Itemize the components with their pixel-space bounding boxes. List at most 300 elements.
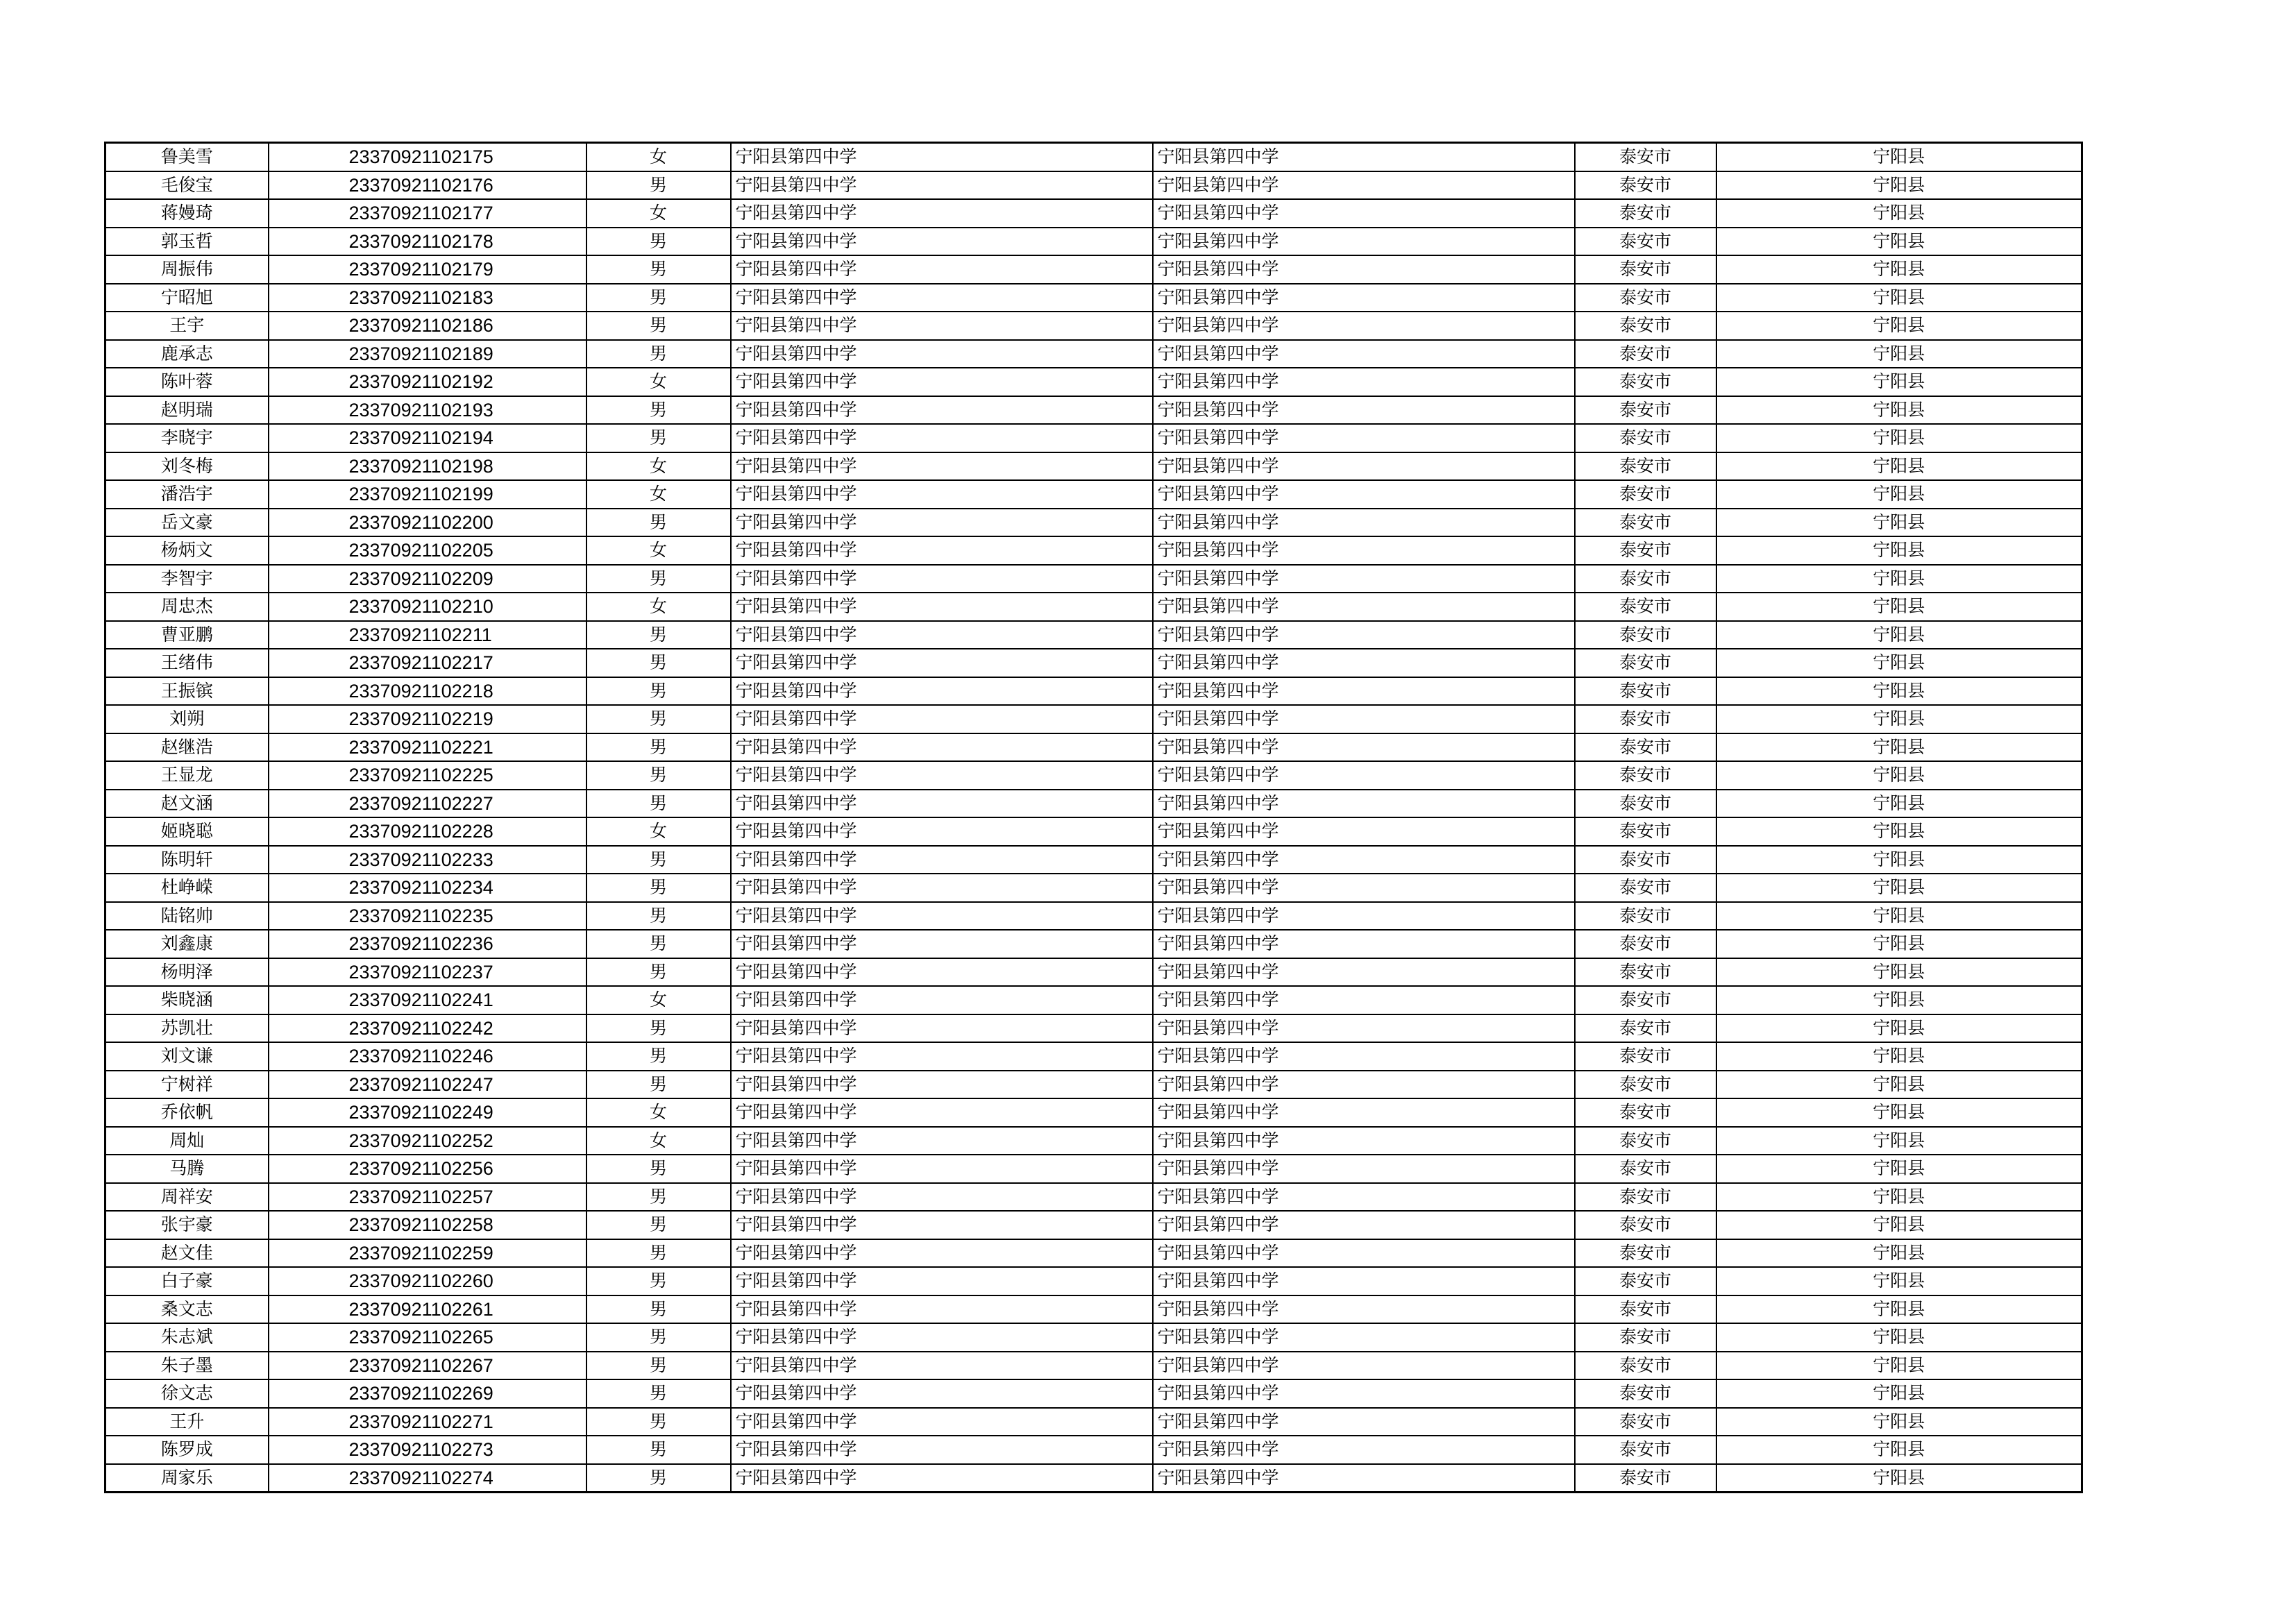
- gender-cell: 男: [586, 1042, 731, 1071]
- table-row: [105, 1408, 2082, 1436]
- city-cell: 泰安市: [1575, 1155, 1716, 1183]
- city-cell: 泰安市: [1575, 761, 1716, 790]
- city-cell: 泰安市: [1575, 817, 1716, 846]
- school-cell: 宁阳县第四中学: [731, 902, 1153, 931]
- gender-cell: 男: [586, 396, 731, 425]
- city-cell: 泰安市: [1575, 874, 1716, 902]
- exam-id-cell: 23370921102257: [269, 1183, 586, 1212]
- city-cell: 泰安市: [1575, 930, 1716, 958]
- county-cell: 宁阳县: [1716, 1239, 2082, 1268]
- county-cell: 宁阳县: [1716, 930, 2082, 958]
- gender-cell: 男: [586, 565, 731, 593]
- school-cell: 宁阳县第四中学: [1153, 480, 1575, 509]
- city-cell: 泰安市: [1575, 649, 1716, 677]
- school-cell: 宁阳县第四中学: [1153, 340, 1575, 368]
- exam-id-cell: 23370921102235: [269, 902, 586, 931]
- exam-id-cell: 23370921102236: [269, 930, 586, 958]
- student-name-cell: 李晓宇: [105, 424, 269, 452]
- table-row: [105, 424, 2082, 452]
- county-cell: 宁阳县: [1716, 452, 2082, 481]
- school-cell: 宁阳县第四中学: [731, 452, 1153, 481]
- school-cell: 宁阳县第四中学: [1153, 536, 1575, 565]
- exam-id-cell: 23370921102267: [269, 1352, 586, 1380]
- gender-cell: 男: [586, 1183, 731, 1212]
- exam-id-cell: 23370921102265: [269, 1323, 586, 1352]
- student-name-cell: 白子豪: [105, 1267, 269, 1295]
- school-cell: 宁阳县第四中学: [731, 396, 1153, 425]
- city-cell: 泰安市: [1575, 902, 1716, 931]
- gender-cell: 男: [586, 846, 731, 874]
- exam-id-cell: 23370921102273: [269, 1436, 586, 1464]
- school-cell: 宁阳县第四中学: [1153, 1098, 1575, 1127]
- county-cell: 宁阳县: [1716, 593, 2082, 621]
- school-cell: 宁阳县第四中学: [731, 705, 1153, 733]
- school-cell: 宁阳县第四中学: [1153, 396, 1575, 425]
- school-cell: 宁阳县第四中学: [1153, 958, 1575, 987]
- school-cell: 宁阳县第四中学: [1153, 790, 1575, 818]
- student-name-cell: 刘鑫康: [105, 930, 269, 958]
- table-row: [105, 1211, 2082, 1239]
- school-cell: 宁阳县第四中学: [1153, 817, 1575, 846]
- student-name-cell: 王显龙: [105, 761, 269, 790]
- exam-id-cell: 23370921102209: [269, 565, 586, 593]
- city-cell: 泰安市: [1575, 424, 1716, 452]
- table-row: [105, 1155, 2082, 1183]
- city-cell: 泰安市: [1575, 733, 1716, 762]
- student-name-cell: 柴晓涵: [105, 986, 269, 1014]
- gender-cell: 男: [586, 228, 731, 256]
- city-cell: 泰安市: [1575, 509, 1716, 537]
- exam-id-cell: 23370921102205: [269, 536, 586, 565]
- city-cell: 泰安市: [1575, 480, 1716, 509]
- student-name-cell: 鲁美雪: [105, 143, 269, 171]
- student-name-cell: 周祥安: [105, 1183, 269, 1212]
- school-cell: 宁阳县第四中学: [1153, 1155, 1575, 1183]
- table-row: [105, 874, 2082, 902]
- city-cell: 泰安市: [1575, 593, 1716, 621]
- county-cell: 宁阳县: [1716, 284, 2082, 312]
- exam-id-cell: 23370921102179: [269, 255, 586, 284]
- school-cell: 宁阳县第四中学: [1153, 143, 1575, 171]
- city-cell: 泰安市: [1575, 705, 1716, 733]
- gender-cell: 男: [586, 171, 731, 200]
- county-cell: 宁阳县: [1716, 1464, 2082, 1493]
- school-cell: 宁阳县第四中学: [731, 536, 1153, 565]
- city-cell: 泰安市: [1575, 1352, 1716, 1380]
- student-name-cell: 陈罗成: [105, 1436, 269, 1464]
- gender-cell: 女: [586, 986, 731, 1014]
- school-cell: 宁阳县第四中学: [731, 424, 1153, 452]
- county-cell: 宁阳县: [1716, 340, 2082, 368]
- school-cell: 宁阳县第四中学: [1153, 1436, 1575, 1464]
- gender-cell: 女: [586, 368, 731, 396]
- table-row: [105, 255, 2082, 284]
- exam-id-cell: 23370921102211: [269, 621, 586, 649]
- county-cell: 宁阳县: [1716, 143, 2082, 171]
- exam-id-cell: 23370921102256: [269, 1155, 586, 1183]
- gender-cell: 男: [586, 1436, 731, 1464]
- exam-id-cell: 23370921102261: [269, 1295, 586, 1324]
- city-cell: 泰安市: [1575, 986, 1716, 1014]
- school-cell: 宁阳县第四中学: [731, 761, 1153, 790]
- table-row: [105, 228, 2082, 256]
- student-name-cell: 刘冬梅: [105, 452, 269, 481]
- student-name-cell: 曹亚鹏: [105, 621, 269, 649]
- school-cell: 宁阳县第四中学: [1153, 1408, 1575, 1436]
- county-cell: 宁阳县: [1716, 874, 2082, 902]
- table-row: [105, 565, 2082, 593]
- school-cell: 宁阳县第四中学: [731, 312, 1153, 340]
- table-row: [105, 312, 2082, 340]
- city-cell: 泰安市: [1575, 1408, 1716, 1436]
- student-roster-table: [104, 142, 2083, 1493]
- student-name-cell: 宁树祥: [105, 1071, 269, 1099]
- school-cell: 宁阳县第四中学: [731, 1408, 1153, 1436]
- table-row: [105, 1183, 2082, 1212]
- school-cell: 宁阳县第四中学: [1153, 930, 1575, 958]
- county-cell: 宁阳县: [1716, 1014, 2082, 1043]
- county-cell: 宁阳县: [1716, 705, 2082, 733]
- student-name-cell: 赵文佳: [105, 1239, 269, 1268]
- school-cell: 宁阳县第四中学: [731, 1211, 1153, 1239]
- gender-cell: 男: [586, 1352, 731, 1380]
- county-cell: 宁阳县: [1716, 649, 2082, 677]
- table-row: [105, 536, 2082, 565]
- exam-id-cell: 23370921102210: [269, 593, 586, 621]
- city-cell: 泰安市: [1575, 340, 1716, 368]
- school-cell: 宁阳县第四中学: [1153, 1014, 1575, 1043]
- school-cell: 宁阳县第四中学: [1153, 452, 1575, 481]
- school-cell: 宁阳县第四中学: [731, 593, 1153, 621]
- school-cell: 宁阳县第四中学: [731, 284, 1153, 312]
- city-cell: 泰安市: [1575, 1464, 1716, 1493]
- county-cell: 宁阳县: [1716, 1098, 2082, 1127]
- city-cell: 泰安市: [1575, 677, 1716, 706]
- city-cell: 泰安市: [1575, 1127, 1716, 1155]
- exam-id-cell: 23370921102234: [269, 874, 586, 902]
- school-cell: 宁阳县第四中学: [731, 1323, 1153, 1352]
- county-cell: 宁阳县: [1716, 1071, 2082, 1099]
- school-cell: 宁阳县第四中学: [731, 986, 1153, 1014]
- exam-id-cell: 23370921102218: [269, 677, 586, 706]
- gender-cell: 男: [586, 621, 731, 649]
- city-cell: 泰安市: [1575, 1211, 1716, 1239]
- gender-cell: 男: [586, 1155, 731, 1183]
- student-name-cell: 周忠杰: [105, 593, 269, 621]
- table-row: [105, 452, 2082, 481]
- school-cell: 宁阳县第四中学: [731, 846, 1153, 874]
- school-cell: 宁阳县第四中学: [731, 1267, 1153, 1295]
- school-cell: 宁阳县第四中学: [1153, 1379, 1575, 1408]
- gender-cell: 男: [586, 761, 731, 790]
- gender-cell: 女: [586, 1098, 731, 1127]
- table-row: [105, 284, 2082, 312]
- city-cell: 泰安市: [1575, 1042, 1716, 1071]
- school-cell: 宁阳县第四中学: [1153, 986, 1575, 1014]
- student-name-cell: 赵文涵: [105, 790, 269, 818]
- county-cell: 宁阳县: [1716, 1436, 2082, 1464]
- city-cell: 泰安市: [1575, 1436, 1716, 1464]
- student-name-cell: 朱子墨: [105, 1352, 269, 1380]
- exam-id-cell: 23370921102237: [269, 958, 586, 987]
- county-cell: 宁阳县: [1716, 312, 2082, 340]
- school-cell: 宁阳县第四中学: [731, 1071, 1153, 1099]
- exam-id-cell: 23370921102260: [269, 1267, 586, 1295]
- table-row: [105, 1127, 2082, 1155]
- school-cell: 宁阳县第四中学: [1153, 284, 1575, 312]
- school-cell: 宁阳县第四中学: [731, 1014, 1153, 1043]
- exam-id-cell: 23370921102228: [269, 817, 586, 846]
- exam-id-cell: 23370921102252: [269, 1127, 586, 1155]
- gender-cell: 女: [586, 1127, 731, 1155]
- exam-id-cell: 23370921102259: [269, 1239, 586, 1268]
- school-cell: 宁阳县第四中学: [1153, 1239, 1575, 1268]
- student-name-cell: 周振伟: [105, 255, 269, 284]
- school-cell: 宁阳县第四中学: [1153, 424, 1575, 452]
- city-cell: 泰安市: [1575, 396, 1716, 425]
- exam-id-cell: 23370921102274: [269, 1464, 586, 1493]
- school-cell: 宁阳县第四中学: [1153, 1352, 1575, 1380]
- student-name-cell: 陆铭帅: [105, 902, 269, 931]
- county-cell: 宁阳县: [1716, 199, 2082, 228]
- student-name-cell: 赵继浩: [105, 733, 269, 762]
- county-cell: 宁阳县: [1716, 480, 2082, 509]
- gender-cell: 男: [586, 424, 731, 452]
- student-name-cell: 杨明泽: [105, 958, 269, 987]
- county-cell: 宁阳县: [1716, 958, 2082, 987]
- table-row: [105, 171, 2082, 200]
- school-cell: 宁阳县第四中学: [1153, 199, 1575, 228]
- student-name-cell: 姬晓聪: [105, 817, 269, 846]
- gender-cell: 男: [586, 509, 731, 537]
- county-cell: 宁阳县: [1716, 368, 2082, 396]
- school-cell: 宁阳县第四中学: [731, 255, 1153, 284]
- city-cell: 泰安市: [1575, 1323, 1716, 1352]
- county-cell: 宁阳县: [1716, 509, 2082, 537]
- school-cell: 宁阳县第四中学: [731, 1098, 1153, 1127]
- student-name-cell: 宁昭旭: [105, 284, 269, 312]
- city-cell: 泰安市: [1575, 565, 1716, 593]
- school-cell: 宁阳县第四中学: [731, 1042, 1153, 1071]
- county-cell: 宁阳县: [1716, 733, 2082, 762]
- student-name-cell: 徐文志: [105, 1379, 269, 1408]
- county-cell: 宁阳县: [1716, 1323, 2082, 1352]
- table-row: [105, 817, 2082, 846]
- table-row: [105, 761, 2082, 790]
- city-cell: 泰安市: [1575, 143, 1716, 171]
- exam-id-cell: 23370921102233: [269, 846, 586, 874]
- school-cell: 宁阳县第四中学: [731, 1155, 1153, 1183]
- student-name-cell: 苏凯壮: [105, 1014, 269, 1043]
- city-cell: 泰安市: [1575, 228, 1716, 256]
- student-name-cell: 朱志斌: [105, 1323, 269, 1352]
- county-cell: 宁阳县: [1716, 396, 2082, 425]
- student-name-cell: 鹿承志: [105, 340, 269, 368]
- student-name-cell: 岳文豪: [105, 509, 269, 537]
- table-row: [105, 1323, 2082, 1352]
- school-cell: 宁阳县第四中学: [731, 649, 1153, 677]
- exam-id-cell: 23370921102271: [269, 1408, 586, 1436]
- student-name-cell: 陈叶蓉: [105, 368, 269, 396]
- school-cell: 宁阳县第四中学: [1153, 255, 1575, 284]
- gender-cell: 男: [586, 340, 731, 368]
- table-row: [105, 396, 2082, 425]
- student-name-cell: 王宇: [105, 312, 269, 340]
- school-cell: 宁阳县第四中学: [731, 340, 1153, 368]
- student-name-cell: 李智宇: [105, 565, 269, 593]
- school-cell: 宁阳县第四中学: [1153, 1127, 1575, 1155]
- gender-cell: 女: [586, 593, 731, 621]
- gender-cell: 男: [586, 312, 731, 340]
- city-cell: 泰安市: [1575, 536, 1716, 565]
- county-cell: 宁阳县: [1716, 565, 2082, 593]
- school-cell: 宁阳县第四中学: [1153, 677, 1575, 706]
- gender-cell: 男: [586, 1267, 731, 1295]
- school-cell: 宁阳县第四中学: [731, 621, 1153, 649]
- table-row: [105, 509, 2082, 537]
- table-row: [105, 930, 2082, 958]
- gender-cell: 男: [586, 733, 731, 762]
- county-cell: 宁阳县: [1716, 817, 2082, 846]
- exam-id-cell: 23370921102198: [269, 452, 586, 481]
- table-row: [105, 621, 2082, 649]
- school-cell: 宁阳县第四中学: [1153, 649, 1575, 677]
- table-row: [105, 1239, 2082, 1268]
- table-row: [105, 1436, 2082, 1464]
- gender-cell: 男: [586, 677, 731, 706]
- school-cell: 宁阳县第四中学: [731, 677, 1153, 706]
- city-cell: 泰安市: [1575, 255, 1716, 284]
- school-cell: 宁阳县第四中学: [1153, 902, 1575, 931]
- student-name-cell: 桑文志: [105, 1295, 269, 1324]
- student-name-cell: 张宇豪: [105, 1211, 269, 1239]
- school-cell: 宁阳县第四中学: [1153, 1295, 1575, 1324]
- city-cell: 泰安市: [1575, 1295, 1716, 1324]
- county-cell: 宁阳县: [1716, 1267, 2082, 1295]
- county-cell: 宁阳县: [1716, 1352, 2082, 1380]
- school-cell: 宁阳县第四中学: [1153, 621, 1575, 649]
- school-cell: 宁阳县第四中学: [731, 228, 1153, 256]
- exam-id-cell: 23370921102247: [269, 1071, 586, 1099]
- table-row: [105, 1071, 2082, 1099]
- table-row: [105, 368, 2082, 396]
- county-cell: 宁阳县: [1716, 171, 2082, 200]
- gender-cell: 男: [586, 649, 731, 677]
- gender-cell: 男: [586, 1014, 731, 1043]
- gender-cell: 男: [586, 284, 731, 312]
- table-row: [105, 902, 2082, 931]
- county-cell: 宁阳县: [1716, 1408, 2082, 1436]
- city-cell: 泰安市: [1575, 1014, 1716, 1043]
- school-cell: 宁阳县第四中学: [731, 1352, 1153, 1380]
- city-cell: 泰安市: [1575, 1239, 1716, 1268]
- exam-id-cell: 23370921102199: [269, 480, 586, 509]
- exam-id-cell: 23370921102189: [269, 340, 586, 368]
- county-cell: 宁阳县: [1716, 1042, 2082, 1071]
- student-name-cell: 王绪伟: [105, 649, 269, 677]
- exam-id-cell: 23370921102225: [269, 761, 586, 790]
- gender-cell: 男: [586, 705, 731, 733]
- school-cell: 宁阳县第四中学: [731, 1127, 1153, 1155]
- school-cell: 宁阳县第四中学: [1153, 874, 1575, 902]
- city-cell: 泰安市: [1575, 312, 1716, 340]
- student-name-cell: 毛俊宝: [105, 171, 269, 200]
- school-cell: 宁阳县第四中学: [731, 1295, 1153, 1324]
- school-cell: 宁阳县第四中学: [1153, 705, 1575, 733]
- city-cell: 泰安市: [1575, 368, 1716, 396]
- county-cell: 宁阳县: [1716, 1183, 2082, 1212]
- school-cell: 宁阳县第四中学: [731, 1464, 1153, 1493]
- school-cell: 宁阳县第四中学: [731, 930, 1153, 958]
- exam-id-cell: 23370921102194: [269, 424, 586, 452]
- county-cell: 宁阳县: [1716, 424, 2082, 452]
- city-cell: 泰安市: [1575, 284, 1716, 312]
- table-row: [105, 1464, 2082, 1493]
- table-row: [105, 1098, 2082, 1127]
- exam-id-cell: 23370921102217: [269, 649, 586, 677]
- gender-cell: 女: [586, 452, 731, 481]
- gender-cell: 男: [586, 255, 731, 284]
- city-cell: 泰安市: [1575, 1267, 1716, 1295]
- gender-cell: 男: [586, 1211, 731, 1239]
- student-name-cell: 刘文谦: [105, 1042, 269, 1071]
- student-name-cell: 马腾: [105, 1155, 269, 1183]
- city-cell: 泰安市: [1575, 452, 1716, 481]
- table-row: [105, 1352, 2082, 1380]
- table-row: [105, 1042, 2082, 1071]
- city-cell: 泰安市: [1575, 958, 1716, 987]
- exam-id-cell: 23370921102175: [269, 143, 586, 171]
- school-cell: 宁阳县第四中学: [1153, 846, 1575, 874]
- county-cell: 宁阳县: [1716, 846, 2082, 874]
- county-cell: 宁阳县: [1716, 677, 2082, 706]
- table-row: [105, 705, 2082, 733]
- exam-id-cell: 23370921102193: [269, 396, 586, 425]
- gender-cell: 男: [586, 930, 731, 958]
- table-row: [105, 199, 2082, 228]
- gender-cell: 男: [586, 958, 731, 987]
- table-row: [105, 733, 2082, 762]
- county-cell: 宁阳县: [1716, 790, 2082, 818]
- exam-id-cell: 23370921102177: [269, 199, 586, 228]
- gender-cell: 男: [586, 902, 731, 931]
- gender-cell: 男: [586, 1239, 731, 1268]
- city-cell: 泰安市: [1575, 1098, 1716, 1127]
- gender-cell: 男: [586, 1295, 731, 1324]
- table-row: [105, 958, 2082, 987]
- school-cell: 宁阳县第四中学: [1153, 312, 1575, 340]
- student-name-cell: 乔依帆: [105, 1098, 269, 1127]
- student-name-cell: 刘朔: [105, 705, 269, 733]
- table-row: [105, 1295, 2082, 1324]
- gender-cell: 女: [586, 536, 731, 565]
- student-name-cell: 赵明瑞: [105, 396, 269, 425]
- exam-id-cell: 23370921102246: [269, 1042, 586, 1071]
- school-cell: 宁阳县第四中学: [731, 171, 1153, 200]
- gender-cell: 男: [586, 874, 731, 902]
- gender-cell: 女: [586, 480, 731, 509]
- county-cell: 宁阳县: [1716, 1379, 2082, 1408]
- county-cell: 宁阳县: [1716, 1155, 2082, 1183]
- school-cell: 宁阳县第四中学: [1153, 733, 1575, 762]
- school-cell: 宁阳县第四中学: [1153, 228, 1575, 256]
- student-name-cell: 周灿: [105, 1127, 269, 1155]
- city-cell: 泰安市: [1575, 1071, 1716, 1099]
- county-cell: 宁阳县: [1716, 986, 2082, 1014]
- gender-cell: 男: [586, 790, 731, 818]
- school-cell: 宁阳县第四中学: [731, 143, 1153, 171]
- school-cell: 宁阳县第四中学: [1153, 1183, 1575, 1212]
